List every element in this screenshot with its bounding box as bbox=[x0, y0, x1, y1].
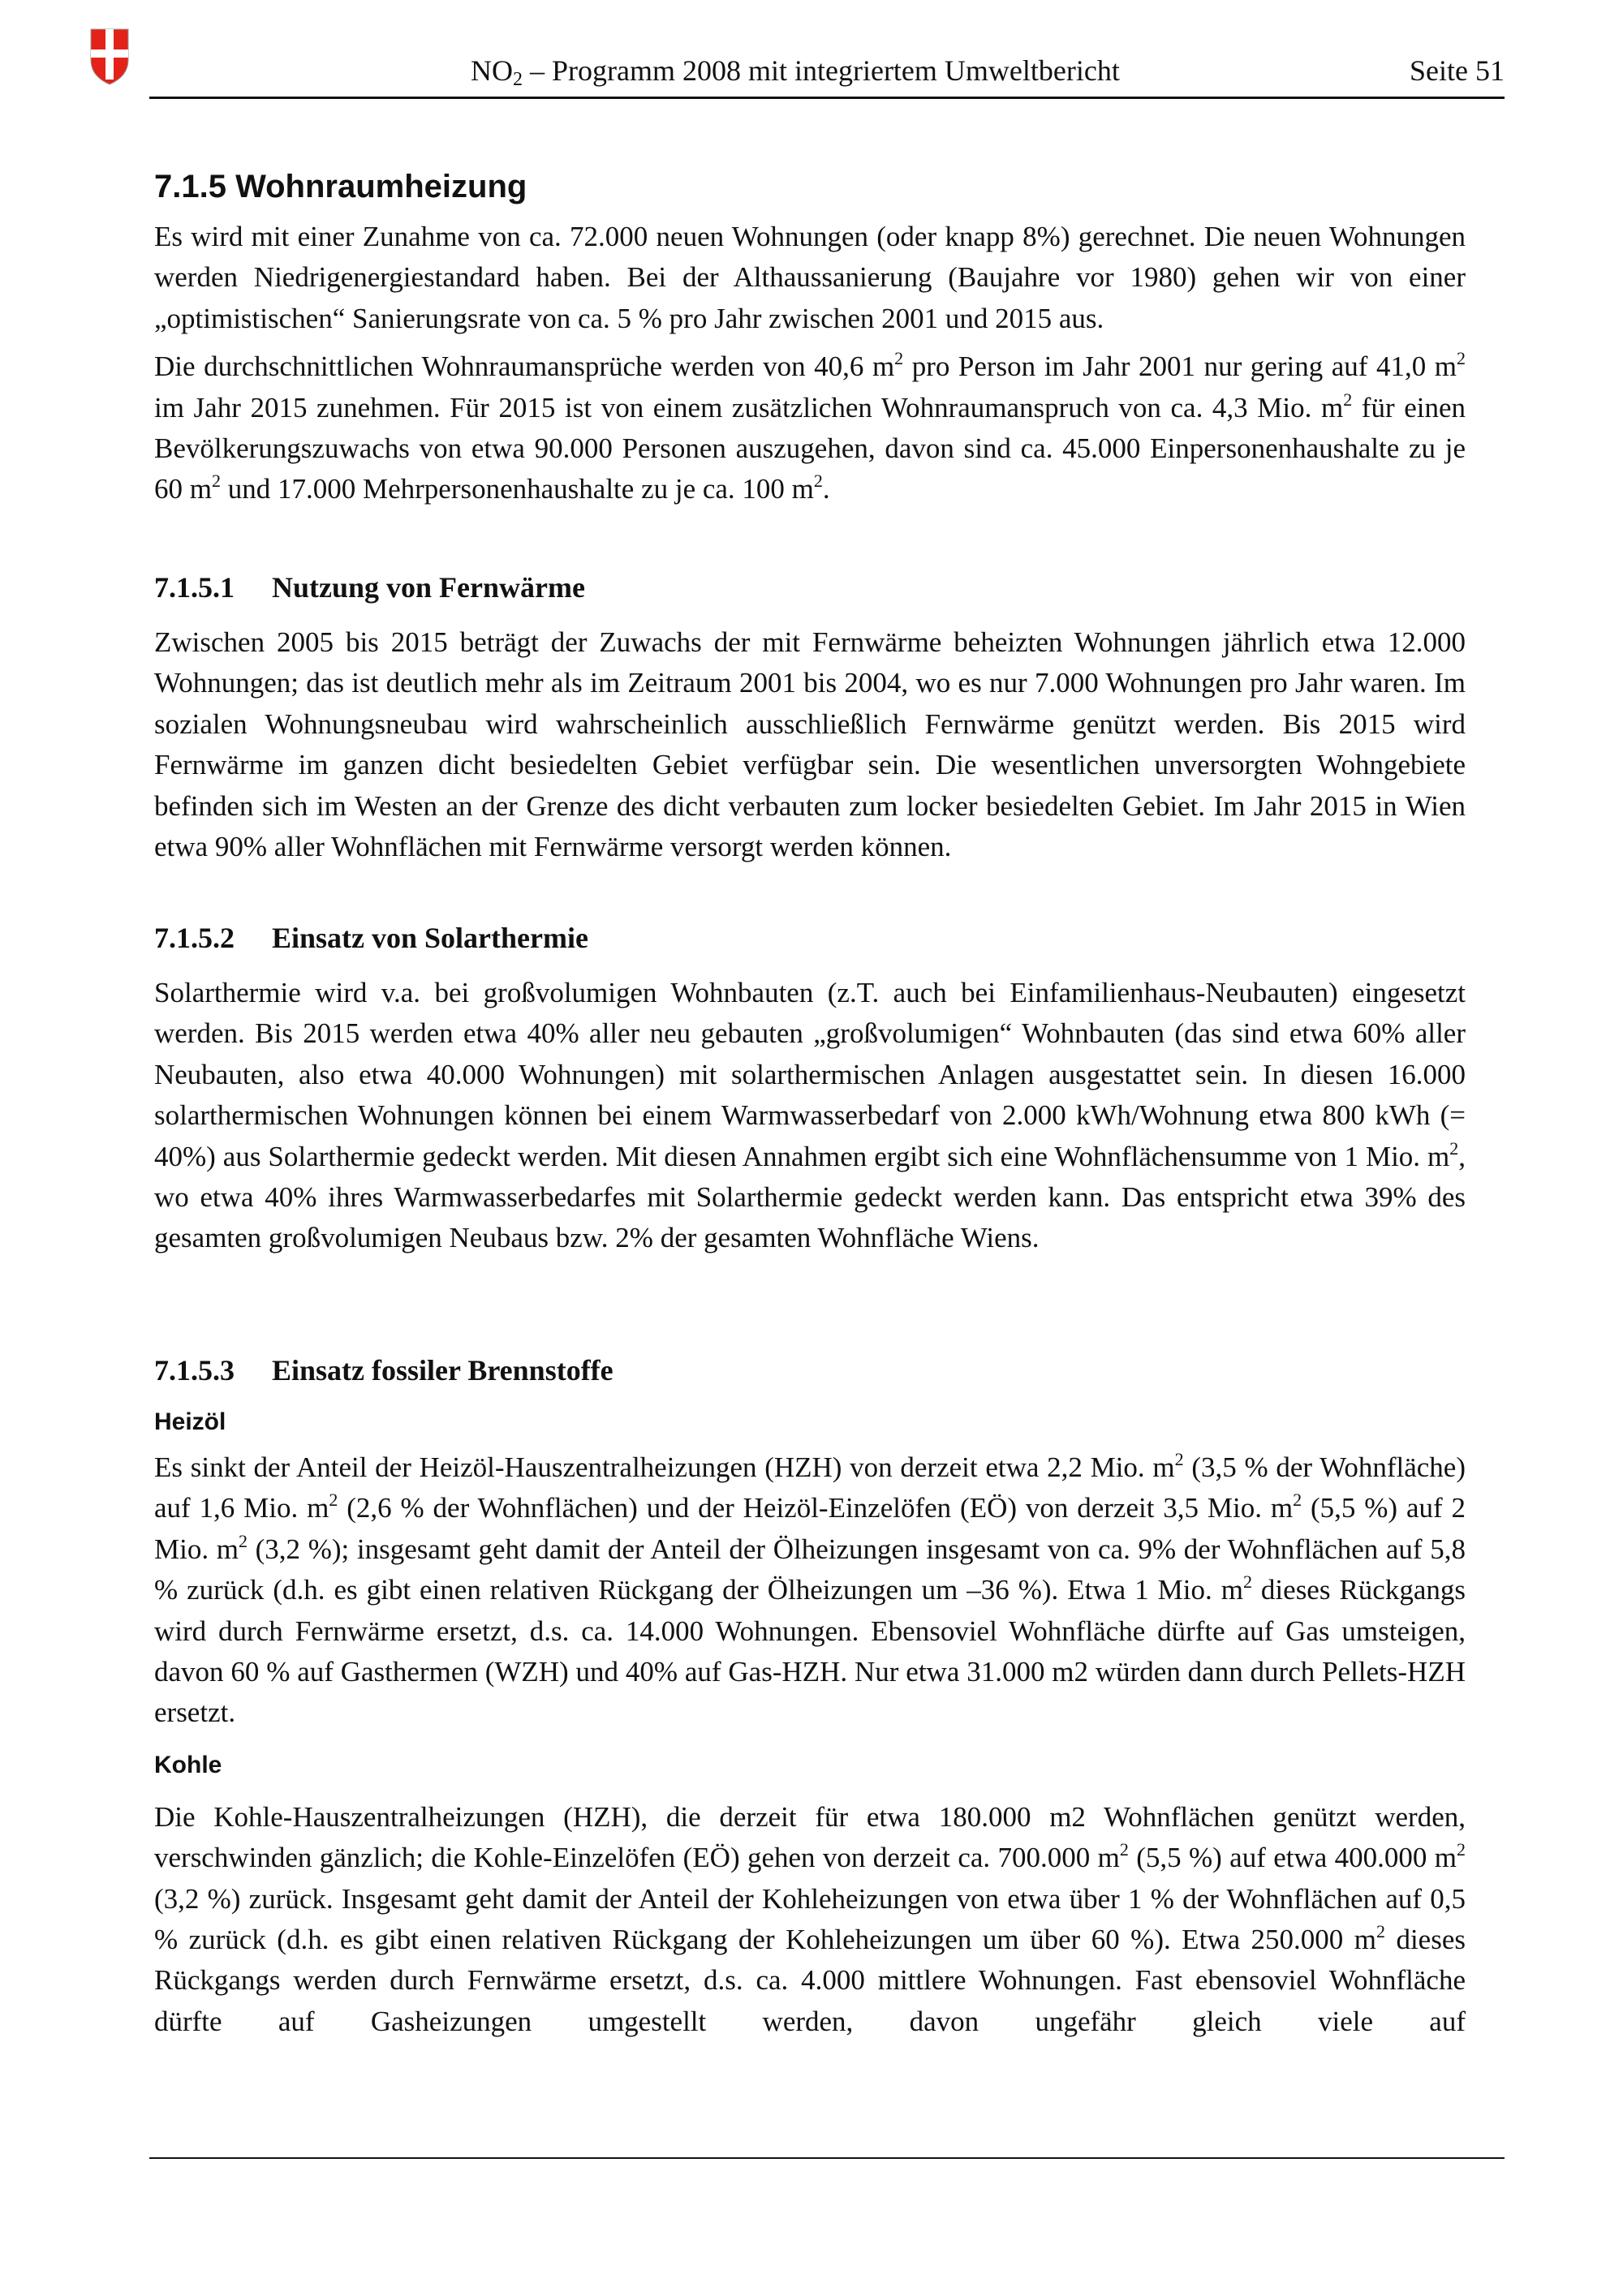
title-rest: – Programm 2008 mit integriertem Umweltbericht bbox=[523, 54, 1120, 87]
superscript: 2 bbox=[1457, 1839, 1466, 1860]
heizoel-body bbox=[154, 1447, 1466, 1734]
text-run: für einen Bevölkerungszuwachs von etwa 90.000 Personen auszugehen, davon sind ca. 45.000 Einpersonenhaushalte zu je 60 m bbox=[154, 391, 1466, 505]
text-run: dieses Rückgangs werden durch Fernwärme ersetzt, d.s. ca. 4.000 mittlere Wohnungen. Fast ebensoviel Wohnfläche dürfte auf Gasheizungen umgestellt werden, davon ungefähr gleich viele auf bbox=[154, 1924, 1466, 2037]
section-heading bbox=[154, 1353, 1466, 1387]
text-run: Es sinkt der Anteil der Heizöl-Hauszentralheizungen (HZH) von derzeit etwa 2,2 Mio. m bbox=[154, 1451, 1175, 1483]
section-number: 7.1.5.3 bbox=[154, 1354, 235, 1387]
text-run: Solarthermie wird v.a. bei großvolumigen Wohnbauten (z.T. auch bei Einfamilienhaus-Neubauten) eingesetzt werden. Bis 2015 werden etwa 40% aller neu gebauten „großvolumigen“ Wohnbauten (das sind etwa 60% aller Neubauten, also etwa 40.000 Wohnungen) mit solarthermischen Anlagen ausgestattet sein. In diesen 16.000 solarthermischen Wohnungen können bei einem Warmwasserbedarf von 2.000 kWh/Wohnung etwa 800 kWh (= 40%) aus Solarthermie gedeckt werden. Mit diesen Annahmen ergibt sich eine Wohnflächensumme von 1 Mio. m bbox=[154, 977, 1466, 1172]
superscript: 2 bbox=[1456, 348, 1466, 369]
superscript: 2 bbox=[329, 1490, 338, 1511]
text-run: (5,5 %) auf 2 Mio. m bbox=[154, 1492, 1466, 1565]
superscript: 2 bbox=[1119, 1839, 1129, 1860]
section-body bbox=[154, 217, 1466, 510]
section-7-1-5-3 bbox=[154, 1353, 1466, 2049]
text-run: (3,2 %); insgesamt geht damit der Anteil der Ölheizungen insgesamt von ca. 9% der Wohnflächen auf 5,8 % zurück (d.h. es gibt einen relativen Rückgang der Ölheizungen um –36 %). Etwa 1 Mio. m bbox=[154, 1533, 1466, 1606]
footer-rule bbox=[149, 2157, 1505, 2159]
title-no: NO bbox=[471, 54, 513, 87]
paragraph bbox=[154, 622, 1466, 867]
document-title bbox=[471, 54, 1120, 88]
kohle-body bbox=[154, 1797, 1466, 2042]
text-run: dieses Rückgangs wird durch Fernwärme ersetzt, d.s. ca. 14.000 Wohnungen. Ebensoviel Wohnfläche dürfte auf Gas umsteigen, davon 60 % auf Gasthermen (WZH) und 40% auf Gas-HZH. Nur etwa 31.000 m2 würden dann durch Pellets-HZH ersetzt. bbox=[154, 1574, 1466, 1729]
text-run: . bbox=[822, 473, 830, 505]
paragraph bbox=[154, 1797, 1466, 2042]
superscript: 2 bbox=[1449, 1137, 1459, 1159]
paragraph bbox=[154, 217, 1466, 339]
text-run: Zwischen 2005 bis 2015 beträgt der Zuwachs der mit Fernwärme beheizten Wohnungen jährlich etwa 12.000 Wohnungen; das ist deutlich mehr als im Zeitraum 2001 bis 2004, wo es nur 7.000 Wohnungen pro Jahr waren. Im sozialen Wohnungsneubau wird wahrscheinlich ausschließlich Fernwärme genützt werden. Bis 2015 wird Fernwärme im ganzen dicht besiedelten Gebiet verfügbar sein. Die wesentlichen unversorgten Wohngebiete befinden sich im Westen an der Grenze des dicht verbauten zum locker besiedelten Gebiet. Im Jahr 2015 in Wien etwa 90% aller Wohnflächen mit Fernwärme versorgt werden können. bbox=[154, 626, 1466, 863]
superscript: 2 bbox=[1376, 1921, 1385, 1942]
vienna-coat-of-arms-logo bbox=[89, 28, 130, 86]
text-run: (2,6 % der Wohnflächen) und der Heizöl-Einzelöfen (EÖ) von derzeit 3,5 Mio. m bbox=[338, 1492, 1294, 1524]
text-run: Die durchschnittlichen Wohnraumansprüche werden von 40,6 m bbox=[154, 350, 895, 383]
section-number: 7.1.5.2 bbox=[154, 922, 235, 954]
text-run: im Jahr 2015 zunehmen. Für 2015 ist von einem zusätzlichen Wohnraumanspruch von ca. 4,3 Mio. m bbox=[154, 391, 1344, 424]
text-run: pro Person im Jahr 2001 nur gering auf 41,0 m bbox=[903, 350, 1457, 383]
section-number: 7.1.5.1 bbox=[154, 571, 235, 604]
section-7-1-5-2 bbox=[154, 921, 1466, 1266]
section-7-1-5 bbox=[154, 169, 1466, 518]
page-number: Seite 51 bbox=[1410, 54, 1505, 87]
text-run: , wo etwa 40% ihres Warmwasserbedarfes mit Solarthermie gedeckt werden kann. Das entspricht etwa 39% des gesamten großvolumigen Neubaus bzw. 2% der gesamten Wohnfläche Wiens. bbox=[154, 1140, 1466, 1254]
superscript: 2 bbox=[894, 348, 904, 369]
section-title: Einsatz fossiler Brennstoffe bbox=[272, 1354, 613, 1387]
section-heading: 7.1.5 Wohnraumheizung bbox=[154, 169, 527, 204]
paragraph bbox=[154, 346, 1466, 510]
superscript: 2 bbox=[1343, 389, 1353, 410]
text-run: (5,5 %) auf etwa 400.000 m bbox=[1128, 1842, 1457, 1874]
superscript: 2 bbox=[238, 1530, 248, 1551]
text-run: und 17.000 Mehrpersonenhaushalte zu je ca. 100 m bbox=[220, 473, 814, 505]
header-rule bbox=[149, 97, 1505, 99]
section-title: Nutzung von Fernwärme bbox=[272, 571, 585, 604]
superscript: 2 bbox=[1293, 1490, 1302, 1511]
text-run: (3,2 %) zurück. Insgesamt geht damit der Anteil der Kohleheizungen von etwa über 1 % der Wohnflächen auf 0,5 % zurück (d.h. es gibt einen relativen Rückgang der Kohleheizungen um über 60 %). Etwa 250.000 m bbox=[154, 1882, 1466, 1956]
subheading-kohle: Kohle bbox=[154, 1751, 222, 1778]
superscript: 2 bbox=[211, 471, 221, 492]
superscript: 2 bbox=[1174, 1449, 1184, 1469]
superscript: 2 bbox=[1242, 1572, 1252, 1593]
section-7-1-5-1 bbox=[154, 570, 1466, 875]
paragraph bbox=[154, 973, 1466, 1259]
section-body bbox=[154, 622, 1466, 867]
text-run: Es wird mit einer Zunahme von ca. 72.000 neuen Wohnungen (oder knapp 8%) gerechnet. Die neuen Wohnungen werden Niedrigenergiestandard haben. Bei der Althaussanierung (Baujahre vor 1980) gehen wir von einer „optimistischen“ Sanierungsrate von ca. 5 % pro Jahr zwischen 2001 und 2015 aus. bbox=[154, 221, 1466, 334]
text-run: (3,5 % der Wohnfläche) auf 1,6 Mio. m bbox=[154, 1451, 1466, 1524]
section-heading bbox=[154, 570, 1466, 604]
section-title: Einsatz von Solarthermie bbox=[272, 922, 588, 954]
section-heading bbox=[154, 921, 1466, 955]
section-body bbox=[154, 973, 1466, 1259]
text-run: Die Kohle-Hauszentralheizungen (HZH), die derzeit für etwa 180.000 m2 Wohnflächen genützt werden, verschwinden gänzlich; die Kohle-Einzelöfen (EÖ) gehen von derzeit ca. 700.000 m bbox=[154, 1800, 1466, 1874]
title-subscript: 2 bbox=[513, 69, 523, 90]
paragraph bbox=[154, 1447, 1466, 1734]
subheading-heizoel: Heizöl bbox=[154, 1408, 226, 1435]
superscript: 2 bbox=[813, 471, 823, 492]
